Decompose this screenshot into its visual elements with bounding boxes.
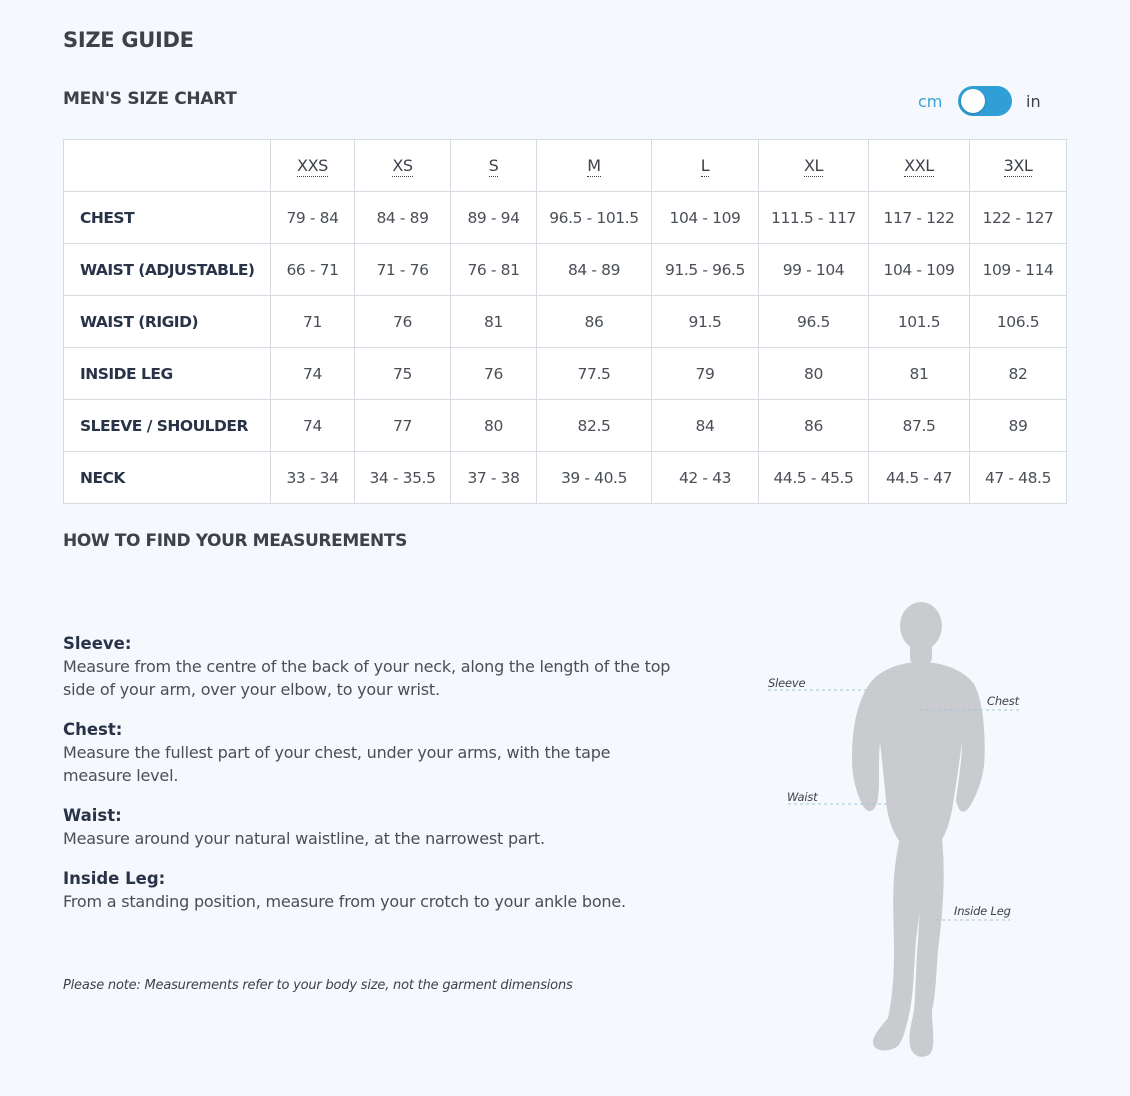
unit-cm-label[interactable]: cm bbox=[918, 91, 943, 111]
table-row bbox=[64, 348, 1067, 400]
body-measurement-figure bbox=[750, 590, 1050, 1070]
size-header-l[interactable]: L bbox=[652, 140, 759, 192]
table-cell: 91.5 - 96.5 bbox=[652, 244, 759, 296]
table-cell: 33 - 34 bbox=[271, 452, 355, 504]
table-cell: 99 - 104 bbox=[759, 244, 869, 296]
table-cell: 77.5 bbox=[537, 348, 652, 400]
size-header-xxl[interactable]: XXL bbox=[869, 140, 970, 192]
table-cell: 80 bbox=[451, 400, 537, 452]
figure-label-waist: Waist bbox=[787, 790, 818, 804]
table-cell: 106.5 bbox=[970, 296, 1067, 348]
figure-label-sleeve: Sleeve bbox=[768, 676, 806, 690]
table-cell: 42 - 43 bbox=[652, 452, 759, 504]
row-label: CHEST bbox=[64, 192, 271, 244]
instruction-text: From a standing position, measure from your crotch to your ankle bone. bbox=[63, 892, 626, 911]
table-cell: 75 bbox=[355, 348, 451, 400]
unit-switch-knob[interactable] bbox=[961, 89, 985, 113]
instruction-sleeve bbox=[63, 632, 683, 701]
size-header-3xl[interactable]: 3XL bbox=[970, 140, 1067, 192]
figure-label-inside-leg: Inside Leg bbox=[954, 904, 1011, 918]
table-cell: 82.5 bbox=[537, 400, 652, 452]
table-cell: 76 bbox=[355, 296, 451, 348]
table-cell: 71 bbox=[271, 296, 355, 348]
figure-label-chest: Chest bbox=[987, 694, 1019, 708]
instruction-text: Measure the fullest part of your chest, under your arms, with the tape measure level. bbox=[63, 743, 611, 785]
table-cell: 104 - 109 bbox=[652, 192, 759, 244]
table-row bbox=[64, 296, 1067, 348]
row-label: WAIST (ADJUSTABLE) bbox=[64, 244, 271, 296]
table-cell: 79 bbox=[652, 348, 759, 400]
unit-switch[interactable] bbox=[958, 86, 1012, 116]
table-cell: 79 - 84 bbox=[271, 192, 355, 244]
table-cell: 80 bbox=[759, 348, 869, 400]
table-cell: 96.5 - 101.5 bbox=[537, 192, 652, 244]
size-header-m[interactable]: M bbox=[537, 140, 652, 192]
instruction-inside-leg bbox=[63, 867, 683, 913]
table-cell: 39 - 40.5 bbox=[537, 452, 652, 504]
instruction-title: Waist: bbox=[63, 806, 122, 825]
measurement-instructions bbox=[63, 632, 683, 930]
table-row bbox=[64, 244, 1067, 296]
table-cell: 74 bbox=[271, 348, 355, 400]
table-cell: 86 bbox=[759, 400, 869, 452]
table-cell: 34 - 35.5 bbox=[355, 452, 451, 504]
unit-toggle bbox=[918, 85, 1041, 117]
instruction-text: Measure around your natural waistline, at the narrowest part. bbox=[63, 829, 545, 848]
instruction-title: Sleeve: bbox=[63, 634, 132, 653]
chart-heading: MEN'S SIZE CHART bbox=[63, 89, 237, 109]
table-cell: 111.5 - 117 bbox=[759, 192, 869, 244]
table-cell: 81 bbox=[869, 348, 970, 400]
instruction-chest bbox=[63, 718, 683, 787]
instruction-text: Measure from the centre of the back of your neck, along the length of the top side of your arm, over your elbow, to your wrist. bbox=[63, 657, 671, 699]
size-header-xl[interactable]: XL bbox=[759, 140, 869, 192]
unit-in-label[interactable]: in bbox=[1026, 91, 1041, 111]
row-label: NECK bbox=[64, 452, 271, 504]
table-cell: 44.5 - 45.5 bbox=[759, 452, 869, 504]
row-label: WAIST (RIGID) bbox=[64, 296, 271, 348]
row-label: SLEEVE / SHOULDER bbox=[64, 400, 271, 452]
table-cell: 77 bbox=[355, 400, 451, 452]
size-header-xxs[interactable]: XXS bbox=[271, 140, 355, 192]
size-header-xs[interactable]: XS bbox=[355, 140, 451, 192]
table-header-row bbox=[64, 140, 1067, 192]
table-row bbox=[64, 192, 1067, 244]
table-cell: 84 - 89 bbox=[537, 244, 652, 296]
table-cell: 82 bbox=[970, 348, 1067, 400]
instruction-waist bbox=[63, 804, 683, 850]
table-cell: 71 - 76 bbox=[355, 244, 451, 296]
table-row bbox=[64, 400, 1067, 452]
table-cell: 76 bbox=[451, 348, 537, 400]
header-empty-cell bbox=[64, 140, 271, 192]
measurement-note: Please note: Measurements refer to your body size, not the garment dimensions bbox=[63, 978, 573, 993]
size-chart-table bbox=[63, 139, 1067, 504]
size-header-s[interactable]: S bbox=[451, 140, 537, 192]
table-cell: 74 bbox=[271, 400, 355, 452]
table-cell: 76 - 81 bbox=[451, 244, 537, 296]
table-cell: 84 - 89 bbox=[355, 192, 451, 244]
table-cell: 81 bbox=[451, 296, 537, 348]
table-cell: 84 bbox=[652, 400, 759, 452]
table-cell: 37 - 38 bbox=[451, 452, 537, 504]
row-label: INSIDE LEG bbox=[64, 348, 271, 400]
table-cell: 101.5 bbox=[869, 296, 970, 348]
table-cell: 47 - 48.5 bbox=[970, 452, 1067, 504]
how-to-measure-heading: HOW TO FIND YOUR MEASUREMENTS bbox=[63, 531, 407, 551]
table-cell: 104 - 109 bbox=[869, 244, 970, 296]
table-cell: 117 - 122 bbox=[869, 192, 970, 244]
table-cell: 86 bbox=[537, 296, 652, 348]
table-cell: 44.5 - 47 bbox=[869, 452, 970, 504]
table-cell: 66 - 71 bbox=[271, 244, 355, 296]
table-cell: 89 bbox=[970, 400, 1067, 452]
table-cell: 122 - 127 bbox=[970, 192, 1067, 244]
page-title: SIZE GUIDE bbox=[63, 28, 194, 52]
table-cell: 91.5 bbox=[652, 296, 759, 348]
instruction-title: Inside Leg: bbox=[63, 869, 166, 888]
man-silhouette-icon bbox=[750, 590, 1050, 1070]
table-cell: 109 - 114 bbox=[970, 244, 1067, 296]
table-row bbox=[64, 452, 1067, 504]
table-cell: 96.5 bbox=[759, 296, 869, 348]
instruction-title: Chest: bbox=[63, 720, 123, 739]
table-cell: 89 - 94 bbox=[451, 192, 537, 244]
table-cell: 87.5 bbox=[869, 400, 970, 452]
